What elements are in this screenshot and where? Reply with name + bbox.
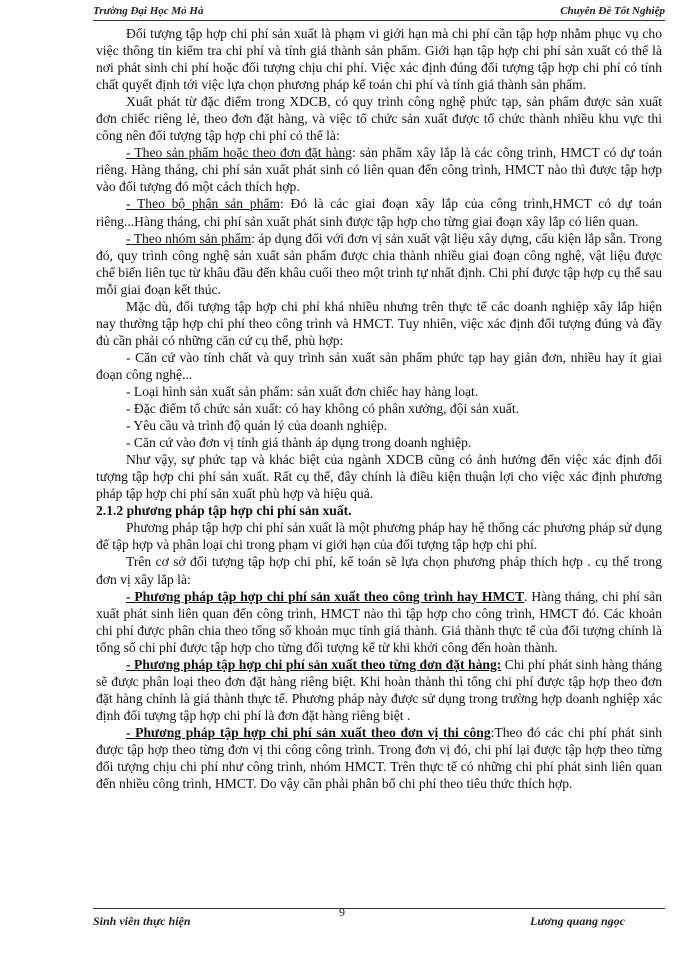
item-text: :Theo đó các chi phí phát sinh được tập hợp theo từng đơn vị thi công công trình. Trong đơn vị đó, chi phí lại được tập hợp theo từng đối tượng chịu chi phí như công trình, nhóm HMCT. Trên thực tế có những chi phí phát sinh liên quan đến nhiều công trình, HMCT. Do vậy cần phải phân bổ chi phí theo tiêu thức thích hợp.: [96, 724, 662, 792]
paragraph: Xuất phát từ đặc điểm trong XDCB, có quy trình công nghệ phức tạp, sản phẩm được sản xuất đơn chiếc riêng lẻ, theo đơn đặt hàng, và việc tổ chức sản xuất được tổ chức thành nhiều khu vực thi công nên đối tượng tập hợp chi phí có thể là:: [96, 94, 662, 144]
header-school: Trường Đại Học Mỏ Hà: [93, 5, 204, 17]
paragraph: Đối tượng tập hợp chi phí sản xuất là phạm vi giới hạn mà chi phí cần tập hợp nhằm phục vụ cho việc thông tin kiểm tra chi phí và tính giá thành sản phẩm. Giới hạn tập hợp chi phí sản xuất có thể là nơi phát sinh chi phí hoặc đối tượng chịu chi phí. Việc xác định đúng đối tượng tập hợp chi phí có tính chất quyết định tới việc lựa chọn phương pháp kế toán chi phí và tính giá thành sản phẩm.: [96, 26, 662, 93]
list-item: [96, 724, 662, 792]
list-item: [96, 144, 662, 195]
paragraph: Phương pháp tập hợp chi phí sản xuất là một phương pháp hay hệ thống các phương pháp sử dụng để tập hợp và phân loại chi trong phạm vi giới hạn của đối tượng tập hợp chi phí.: [96, 520, 662, 553]
page-header: [93, 4, 665, 21]
list-item: [96, 588, 662, 656]
page-footer: [93, 905, 665, 929]
list-item: [96, 230, 662, 298]
list-item: - Căn cứ vào đơn vị tính giá thành áp dụng trong doanh nghiệp.: [126, 435, 472, 451]
item-label: - Phương pháp tập hợp chi phí sản xuất theo đơn vị thi công: [126, 724, 491, 740]
list-item: [96, 656, 662, 724]
item-text: : Đó là các giai đoạn xây lắp của công trình,HMCT có dự toán riêng...Hàng tháng, chi phí sản xuất phát sinh được tập hợp cho từng giai đoạn xây lắp có liên quan.: [96, 196, 662, 229]
footer-author-name: Lương quang ngọc: [530, 914, 625, 928]
item-label: - Theo sản phẩm hoặc theo đơn đặt hàng: [126, 145, 352, 161]
paragraph: Như vậy, sự phức tạp và khác biệt của ngành XDCB cũng có ảnh hưởng đến việc xác định đối tượng tập hợp chi phí sản xuất. Rất cụ thể, đây chính là điều kiện thuận lợi cho việc xác định phương pháp tập hợp chi phí sản xuất phù hợp và hiệu quả.: [96, 452, 662, 502]
paragraph: Mặc dù, đối tượng tập hợp chi phí khá nhiều nhưng trên thực tế các doanh nghiệp xây lắp hiện nay thường tập hợp chi phí theo công trình và HMCT. Tuy nhiên, việc xác định đối tượng đúng và đầy đủ cần phải có những căn cứ cụ thể, phù hợp:: [96, 298, 662, 348]
header-thesis-title: Chuyên Đề Tốt Nghiệp: [560, 5, 665, 17]
list-item: - Yêu cầu và trình độ quản lý của doanh nghiệp.: [126, 418, 388, 434]
list-item: - Đặc điểm tổ chức sản xuất: có hay không có phân xưởng, đội sản xuất.: [126, 401, 520, 417]
item-label: - Phương pháp tập hợp chi phí sản xuất theo công trình hay HMCT: [126, 588, 525, 604]
item-label: - Theo nhóm sản phẩm: [126, 230, 252, 246]
list-item: - Loại hình sản xuất sản phẩm: sản xuất đơn chiếc hay hàng loạt.: [126, 383, 479, 399]
paragraph: Trên cơ sở đối tượng tập hợp chi phí, kế toán sẽ lựa chọn phương pháp thích hợp . cụ thể trong đơn vị xây lắp là:: [96, 554, 662, 587]
footer-student-label: Sinh viên thực hiện: [93, 914, 191, 928]
item-text: Chi phí phát sinh hàng tháng sẽ được phân loại theo đơn đặt hàng riêng biệt. Khi hoàn thành thì tổng chi phí được tập hợp theo đơn đặt hàng chính là giá thành thực tế. Phương pháp này được sử dụng trong trường hợp doanh nghiệp xác định đối tượng tập hợp chi phí là đơn đặt hàng riêng biệt .: [96, 656, 663, 723]
document-body: [96, 25, 662, 792]
list-item: - Căn cứ vào tính chất và quy trình sản xuất sản phẩm phức tạp hay giản đơn, nhiều hay ít giai đoạn công nghệ...: [96, 349, 662, 382]
list-item: [96, 195, 662, 229]
page-number: 9: [339, 905, 345, 919]
item-text: . Hàng tháng, chi phí sản xuất phát sinh liên quan đến công trình, HMCT nào thì tập hợp cho công trình, HMCT đó. Các khoản chi phí được phân chia theo tổng số khoản mục tính giá thành. Giá thành thực tế của đối tượng chính là tổng số chi phí được tập hợp cho từng đối tượng kể từ khi khởi công đến hoàn thành.: [96, 588, 662, 655]
item-label: - Theo bộ phận sản phẩm: [126, 196, 280, 212]
item-label: - Phương pháp tập hợp chi phí sản xuất theo từng đơn đặt hàng:: [126, 656, 502, 672]
item-text: : áp dụng đối với đơn vị sản xuất vật liệu xây dựng, cấu kiện lắp sẵn. Trong đó, quy trình công nghệ sản xuất sản phẩm được chia thành nhiều giai đoạn công nghệ, vật liệu được chế biến liên tục từ khâu đầu đến khâu cuối theo một trình tự nhất định. Chi phí được tập hợp cụ thể sau mỗi giai đoạn kết thúc.: [96, 230, 662, 297]
item-text: : sản phẩm xây lắp là các công trình, HMCT có dự toán riêng. Hàng tháng, chi phí sản xuất phát sinh có liên quan đến công trình, HMCT nào thì được tập hợp vào đối tượng đó một cách thích hợp.: [96, 145, 662, 195]
section-heading: 2.1.2 phương pháp tập hợp chi phí sản xuất.: [96, 503, 352, 519]
